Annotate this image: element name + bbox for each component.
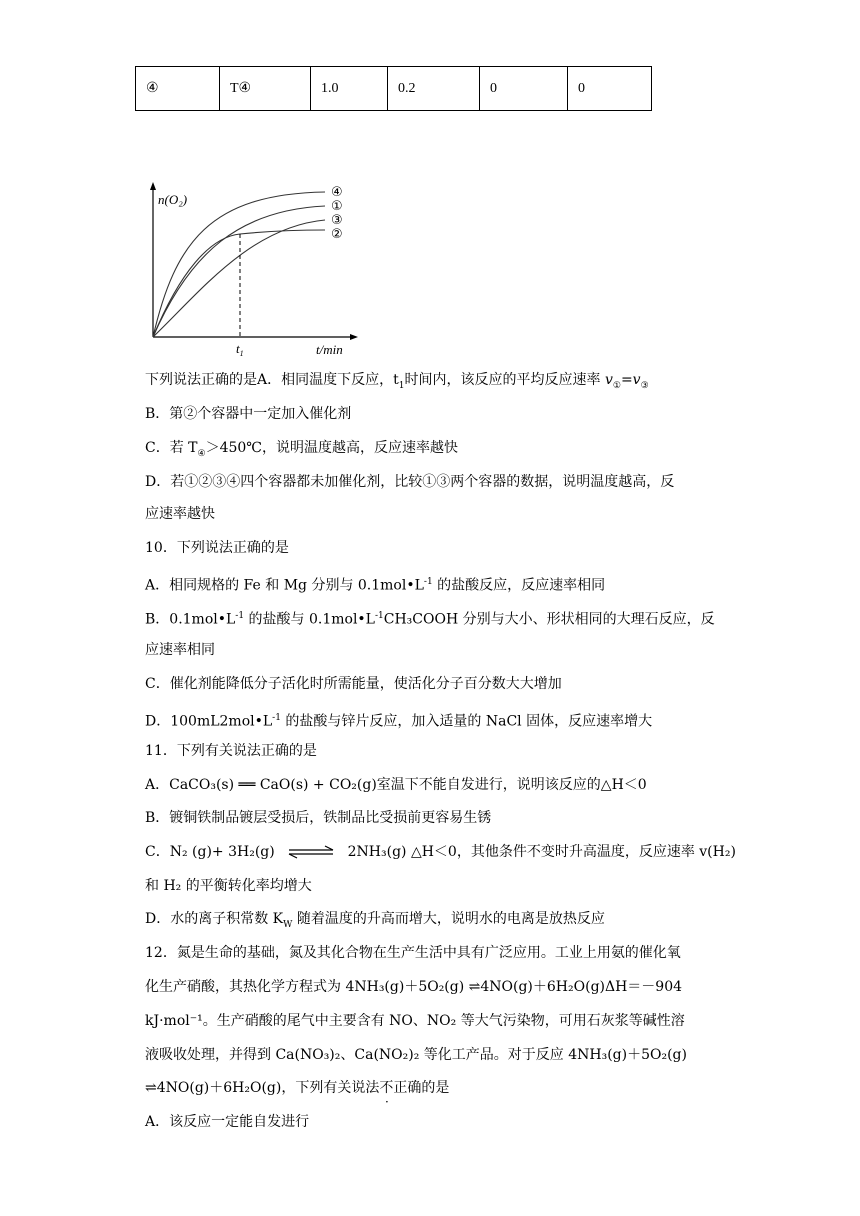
q10-option-b-line2: 应速率相同: [145, 642, 215, 658]
q10-option-b-pre: B．0.1mol•L: [145, 611, 236, 628]
q10-option-d-sup: -1: [272, 713, 281, 723]
q12-line5-post: 正确的是: [393, 1080, 450, 1096]
curve-2: [153, 230, 325, 337]
q12-option-a: A．该反应一定能自发进行: [145, 1114, 310, 1130]
q11-stem: 11．下列有关说法正确的是: [145, 743, 317, 759]
data-table: [135, 66, 652, 111]
q9-option-c-sub: ④: [197, 448, 206, 459]
q12-line3: kJ·mol⁻¹。生产硝酸的尾气中主要含有 NO、NO₂ 等大气污染物，可用石灰浆等碱性溶: [145, 1013, 685, 1029]
q10-option-a: [145, 572, 605, 596]
curve-4: [153, 192, 325, 337]
y-axis-label: n(O₂): [158, 192, 188, 207]
reaction-graph: [140, 182, 362, 358]
q12-line4: 液吸收处理，并得到 Ca(NO₃)₂、Ca(NO₂)₂ 等化工产品。对于反应 4NH₃(g)＋5O₂(g): [145, 1047, 687, 1063]
q9-stem: [145, 370, 649, 396]
t1-label-sub: 1: [239, 349, 244, 358]
q9-rate-sub1: ①: [612, 380, 621, 391]
q11-option-d: [145, 909, 605, 935]
x-axis-label: t/min: [316, 342, 343, 357]
y-axis-arrow: [150, 182, 156, 190]
q12-line5: [145, 1078, 449, 1098]
table-cell: 0: [568, 67, 652, 111]
q10-option-d-post: 的盐酸与锌片反应，加入适量的 NaCl 固体，反应速率增大: [280, 713, 653, 730]
table-cell: 0.2: [388, 67, 480, 111]
q10-option-b: [145, 606, 715, 630]
curve-label-4: ④: [331, 185, 343, 200]
q10-option-d-pre: D．100mL2mol•L: [145, 713, 273, 730]
q9-option-c: [145, 438, 458, 464]
q11-option-b: B．镀铜铁制品镀层受损后，铁制品比受损前更容易生锈: [145, 810, 492, 826]
curve-3: [153, 220, 325, 337]
q9-option-d-line1: D．若①②③④四个容器都未加催化剂，比较①③两个容器的数据，说明温度越高，反: [145, 474, 675, 490]
q10-option-a-post: 的盐酸反应，反应速率相同: [432, 577, 606, 594]
q10-option-b-sup1: -1: [235, 611, 245, 621]
q9-option-b: B．第②个容器中一定加入催化剂: [145, 406, 352, 422]
q12-line1: 12．氮是生命的基础，氮及其化合物在生产生活中具有广泛应用。工业上用氨的催化氧: [145, 945, 681, 961]
q9-rate-symbol: v: [604, 372, 613, 388]
q11-option-a: A．CaCO₃(s) ══ CaO(s) + CO₂(g)室温下不能自发进行，说明该反应的△H＜0: [145, 777, 647, 793]
curve-label-1: ①: [331, 199, 343, 214]
curve-1: [153, 206, 325, 337]
q12-emphasis-dot-char: 不: [379, 1080, 394, 1096]
q11-option-c-post: 2NH₃(g) △H＜0，其他条件不变时升高温度，反应速率 v(H₂): [347, 844, 736, 860]
q10-option-c: C．催化剂能降低分子活化时所需能量，使活化分子百分数大大增加: [145, 676, 562, 692]
q9-option-c-post: ＞450℃，说明温度越高，反应速率越快: [205, 440, 458, 456]
q10-option-b-post: CH₃COOH 分别与大小、形状相同的大理石反应，反: [383, 611, 715, 628]
q12-line2: 化生产硝酸，其热化学方程式为 4NH₃(g)＋5O₂(g) ⇌4NO(g)＋6H₂O(g)ΔH＝－904: [145, 979, 683, 995]
q9-option-d-line2: 应速率越快: [145, 506, 215, 522]
q9-stem-prefix: 下列说法正确的是A．相同温度下反应，t: [145, 372, 399, 388]
t1-label-t: t: [236, 341, 240, 356]
table-cell: ④: [136, 67, 220, 111]
table-cell: 0: [480, 67, 568, 111]
q9-stem-sub: 1: [398, 380, 405, 391]
q11-option-d-post: 随着温度的升高而增大，说明水的电离是放热反应: [292, 911, 605, 927]
q10-option-a-sup: -1: [423, 577, 433, 587]
equilibrium-arrow-icon: [287, 845, 335, 859]
q10-option-b-sup2: -1: [374, 611, 384, 621]
q11-option-d-pre: D．水的离子积常数 K: [145, 911, 284, 927]
q11-option-c-line2: 和 H₂ 的平衡转化率均增大: [145, 878, 312, 894]
curve-label-2: ②: [331, 227, 343, 242]
table-row: [136, 67, 652, 111]
table-cell: T④: [220, 67, 311, 111]
q10-option-d: [145, 708, 652, 732]
q9-option-c-pre: C．若 T: [145, 440, 198, 456]
table-cell: 1.0: [311, 67, 388, 111]
curve-label-3: ③: [331, 213, 343, 228]
q12-line5-pre: ⇌4NO(g)＋6H₂O(g)，下列有关说法: [145, 1080, 380, 1096]
q9-rate-sub2: ③: [640, 380, 649, 391]
q11-option-c-pre: C．N₂ (g)+ 3H₂(g): [145, 844, 275, 860]
q9-stem-mid: 时间内，该反应的平均反应速率: [404, 372, 605, 388]
q10-stem: 10．下列说法正确的是: [145, 540, 289, 556]
q9-rate-eq: =v: [620, 372, 641, 388]
q11-option-d-sub: W: [283, 919, 293, 930]
t1-label: [236, 341, 244, 358]
q10-option-a-pre: A．相同规格的 Fe 和 Mg 分别与 0.1mol•L: [145, 577, 424, 594]
q10-option-b-mid: 的盐酸与 0.1mol•L: [244, 611, 375, 628]
q11-option-c: [145, 842, 736, 862]
x-axis-arrow: [350, 334, 358, 340]
